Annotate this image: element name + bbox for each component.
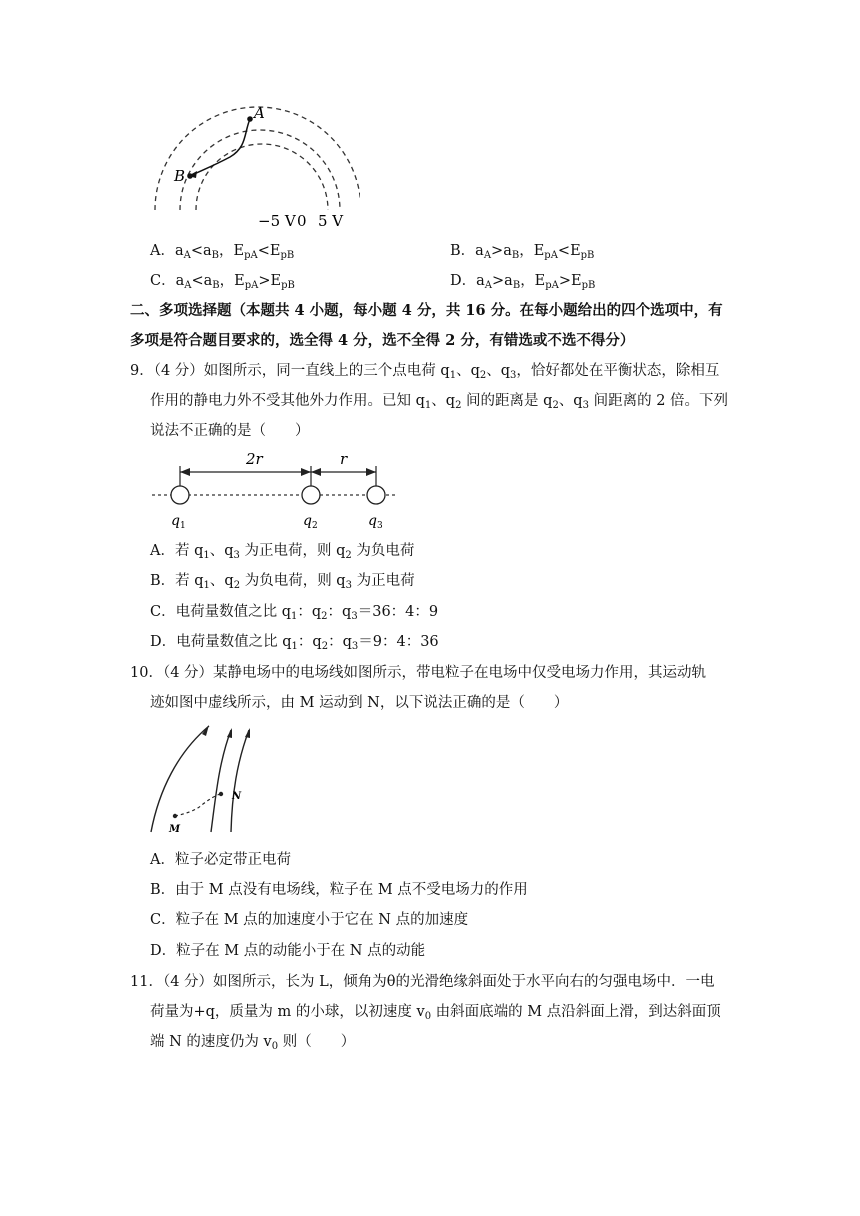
point-a [247,116,253,122]
q11-stem-line2: 荷量为+q，质量为 m 的小球，以初速度 $v_0$ 由斜面底端的 M 点沿斜面上滑，到达斜面顶 [150,1004,721,1022]
label-m: M [169,824,181,835]
section2-heading-line1: 二、多项选择题（本题共 4 小题，每小题 4 分，共 16 分。在每小题给出的四个选项中，有 [130,302,723,319]
q8-option-a: A．$a_A<a_B$，$E_{pA}<E_{pB}$ [150,243,295,261]
label-0v: 0 [297,212,307,230]
q9-option-b: B．若 $q_1$、$q_2$ 为负电荷，则 $q_3$ 为正电荷 [150,573,415,591]
label-q3: $q_3$ [368,513,383,531]
q10-option-b: B．由于 M 点没有电场线，粒子在 M 点不受电场力的作用 [150,882,528,898]
section2-heading-line2: 多项是符合题目要求的，选全得 4 分，选不全得 2 分，有错选或不选不得分） [130,332,635,349]
arrow-r-left [311,468,321,476]
arrow-field-right [245,728,250,738]
arrow-2r-right [301,468,311,476]
q10-option-a: A．粒子必定带正电荷 [150,852,291,868]
arrow-r-right [366,468,376,476]
field-line-right [231,730,249,832]
q9-stem-line1: 9．（4 分）如图所示，同一直线上的三个点电荷 $q_1$、$q_2$、$q_3$，恰好都处在平衡状态，除相互 [130,363,720,381]
arrow-2r-left [180,468,190,476]
label-neg5v: −5 V [258,212,296,230]
equipotential-arc-outer [155,107,360,210]
label-2r: 2r [246,450,263,468]
field-line-middle [211,730,231,832]
q8-option-c: C．$a_A<a_B$，$E_{pA}>E_{pB}$ [150,273,295,291]
equipotential-arc-inner [196,144,328,210]
point-m [173,814,177,818]
q11-stem-line3: 端 N 的速度仍为 $v_0$ 则（ ） [150,1034,356,1052]
label-a: A [254,104,265,122]
arrow-field-middle [227,728,232,738]
field-line-left [151,726,209,832]
label-q1: $q_1$ [171,513,186,531]
q8-option-d: D．$a_A>a_B$，$E_{pA}>E_{pB}$ [450,273,596,291]
q9-option-a: A．若 $q_1$、$q_3$ 为正电荷，则 $q_2$ 为负电荷 [150,543,415,561]
charge-q3 [367,486,385,504]
label-q2: $q_2$ [303,513,318,531]
label-b: B [174,167,186,185]
label-n: N [232,791,242,802]
particle-trajectory [192,119,250,175]
q9-stem-line3: 说法不正确的是（ ） [150,423,310,439]
q10-option-d: D．粒子在 M 点的动能小于在 N 点的动能 [150,943,426,959]
q8-equipotential-figure [140,95,360,235]
q11-stem-line1: 11．（4 分）如图所示，长为 L，倾角为θ的光滑绝缘斜面处于水平向右的匀强电场中．一电 [130,974,715,990]
point-n [219,792,223,796]
q10-option-c: C．粒子在 M 点的加速度小于它在 N 点的加速度 [150,912,469,928]
q10-field-lines-figure [145,722,255,840]
q9-option-d: D．电荷量数值之比 $q_1$：$q_2$：$q_3=9$：4：36 [150,634,439,652]
q10-stem-line2: 迹如图中虚线所示，由 M 运动到 N，以下说法正确的是（ ） [150,695,569,711]
label-r: r [340,450,348,468]
q9-stem-line2: 作用的静电力外不受其他外力作用。已知 $q_1$、$q_2$ 间的距离是 $q_2$、$q_3$ 间距离的 2 倍。下列 [150,393,729,411]
q9-option-c: C．电荷量数值之比 $q_1$：$q_2$：$q_3=36$：4：9 [150,604,439,622]
charge-q1 [171,486,189,504]
q9-charges-figure [150,448,400,533]
charge-q2 [302,486,320,504]
point-b [187,173,193,179]
label-5v: 5 V [318,212,344,230]
q8-option-b: B．$a_A>a_B$，$E_{pA}<E_{pB}$ [450,243,595,261]
q10-stem-line1: 10．（4 分）某静电场中的电场线如图所示，带电粒子在电场中仅受电场力作用，其运动轨 [130,665,707,681]
